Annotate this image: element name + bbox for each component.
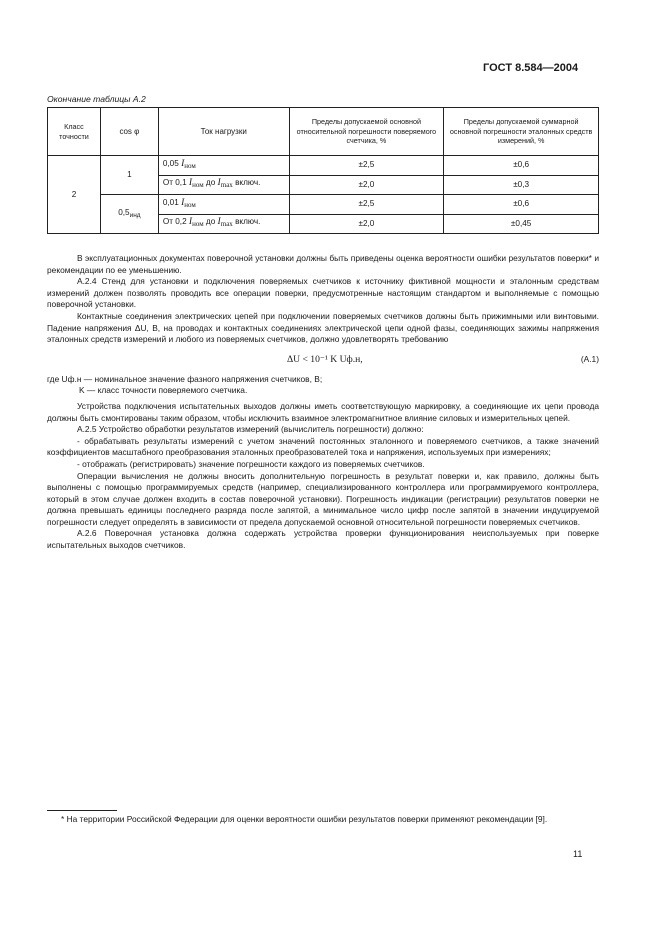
where-class: K — класс точности поверяемого счетчика. — [79, 385, 248, 396]
formula-a-1 — [47, 346, 599, 374]
cell-meter-limit: ±2,0 — [289, 214, 444, 234]
table-header-row — [48, 108, 599, 156]
paragraph-error-probability: В эксплуатационных документах поверочной установки должны быть приведены оценка вероятности ошибки результатов поверки* и рекомендации по ее уменьшению. — [47, 253, 599, 275]
page-number: 11 — [573, 849, 583, 859]
standard-number: ГОСТ 8.584—2004 — [483, 62, 579, 74]
formula-number: (А.1) — [580, 353, 599, 364]
paragraph-outputs: Устройства подключения испытательных выходов должны иметь соответствующую маркировку, а соединяющие их цепи провода должны быть смонтированы таким образом, чтобы исключить взаимное электромагнитное влияние силовых и измерительных цепей. — [47, 400, 599, 423]
body-text — [47, 253, 599, 552]
paragraph-a-2-5: А.2.5 Устройство обработки результатов измерений (вычислитель погрешности) должно: — [77, 424, 424, 435]
cell-reference-limit: ±0,3 — [444, 175, 599, 195]
header-load-current: Ток нагрузки — [158, 108, 289, 156]
paragraph-a-2-4: А.2.4 Стенд для установки и подключения поверяемых счетчиков к источнику фиктивной мощности и эталонным средствам измерений должен позволять проводить все операции поверки, предусмотренные настоящим стандартом и выполняемые с помощью поверочной установки. — [47, 276, 599, 310]
table-row — [48, 195, 599, 215]
paragraph-a-2-6: А.2.6 Поверочная установка должна содержать устройства проверки функционирования неиспользуемых при поверке испытательных выходов счетчиков. — [47, 528, 599, 551]
where-voltage: где Uф.н — номинальное значение фазного напряжения счетчиков, В; — [47, 373, 323, 384]
cell-meter-limit: ±2,5 — [289, 156, 444, 176]
cell-load-current: 0,05 Iном — [158, 156, 289, 176]
paragraph-calculation: Операции вычисления не должны вносить дополнительную погрешность в результат поверки и, как правило, должны быть выполнены с помощью программируемых средств (например, специализированного контроллера или программируемого контроллера, который в этом случае должен входить в состав поверочной установки). Погрешность индикации (регистрации) результатов поверки не должна превышать единицы последнего разряда после запятой, а минимальное число цифр после запятой в значении индуцируемой погрешности следует определять в зависимости от предела допускаемой основной относительной погрешности поверяемых счетчиков. — [47, 470, 599, 527]
header-reference-error-limit: Пределы допускаемой суммарной основной погрешности эталонных средств измерений, % — [444, 108, 599, 156]
cell-reference-limit: ±0,6 — [444, 156, 599, 176]
paragraph-contacts: Контактные соединения электрических цепей при подключении поверяемых счетчиков должны быть прижимными или винтовыми. Падение напряжения ΔU, В, на проводах и контактных соединениях электрической цепи одной фазы, соединяющих зажимы напряжения эталонных средств измерений и любого из поверяемых счетчиков, должно удовлетворять требованию — [47, 310, 599, 345]
cell-meter-limit: ±2,0 — [289, 175, 444, 195]
cell-reference-limit: ±0,45 — [444, 214, 599, 234]
cell-meter-limit: ±2,5 — [289, 195, 444, 215]
cell-accuracy-class: 2 — [48, 156, 101, 234]
accuracy-table — [47, 107, 599, 234]
list-item-process: - обрабатывать результаты измерений с учетом значений постоянных эталонного и поверяемого счетчиков, а также значений коэффициентов масштабного преобразования эталонных преобразователей тока и напряжения, используемых при измерениях; — [47, 435, 599, 458]
cell-load-current: 0,01 Iном — [158, 195, 289, 215]
footnote-divider — [47, 810, 117, 811]
footnote: * На территории Российской Федерации для оценки вероятности ошибки результатов поверки применяют рекомендации [9]. — [61, 814, 548, 824]
table-row — [48, 156, 599, 176]
cell-cos-phi: $0,5_{инд}$ — [100, 195, 158, 234]
table-caption: Окончание таблицы А.2 — [47, 94, 146, 104]
header-meter-error-limit: Пределы допускаемой основной относительной погрешности поверяемого счетчика, % — [289, 108, 444, 156]
header-accuracy-class: Класс точности — [48, 108, 101, 156]
cell-load-current: От 0,2 Iном до Imax включ. — [158, 214, 289, 234]
cell-cos-phi: 1 — [100, 156, 158, 195]
list-item-display: - отображать (регистрировать) значение погрешности каждого из поверяемых счетчиков. — [77, 458, 425, 469]
header-cos-phi: cos φ — [100, 108, 158, 156]
cell-reference-limit: ±0,6 — [444, 195, 599, 215]
cell-load-current: От 0,1 Iном до Imax включ. — [158, 175, 289, 195]
formula-expression: ΔU < 10⁻¹ K Uф.н, — [287, 353, 363, 365]
